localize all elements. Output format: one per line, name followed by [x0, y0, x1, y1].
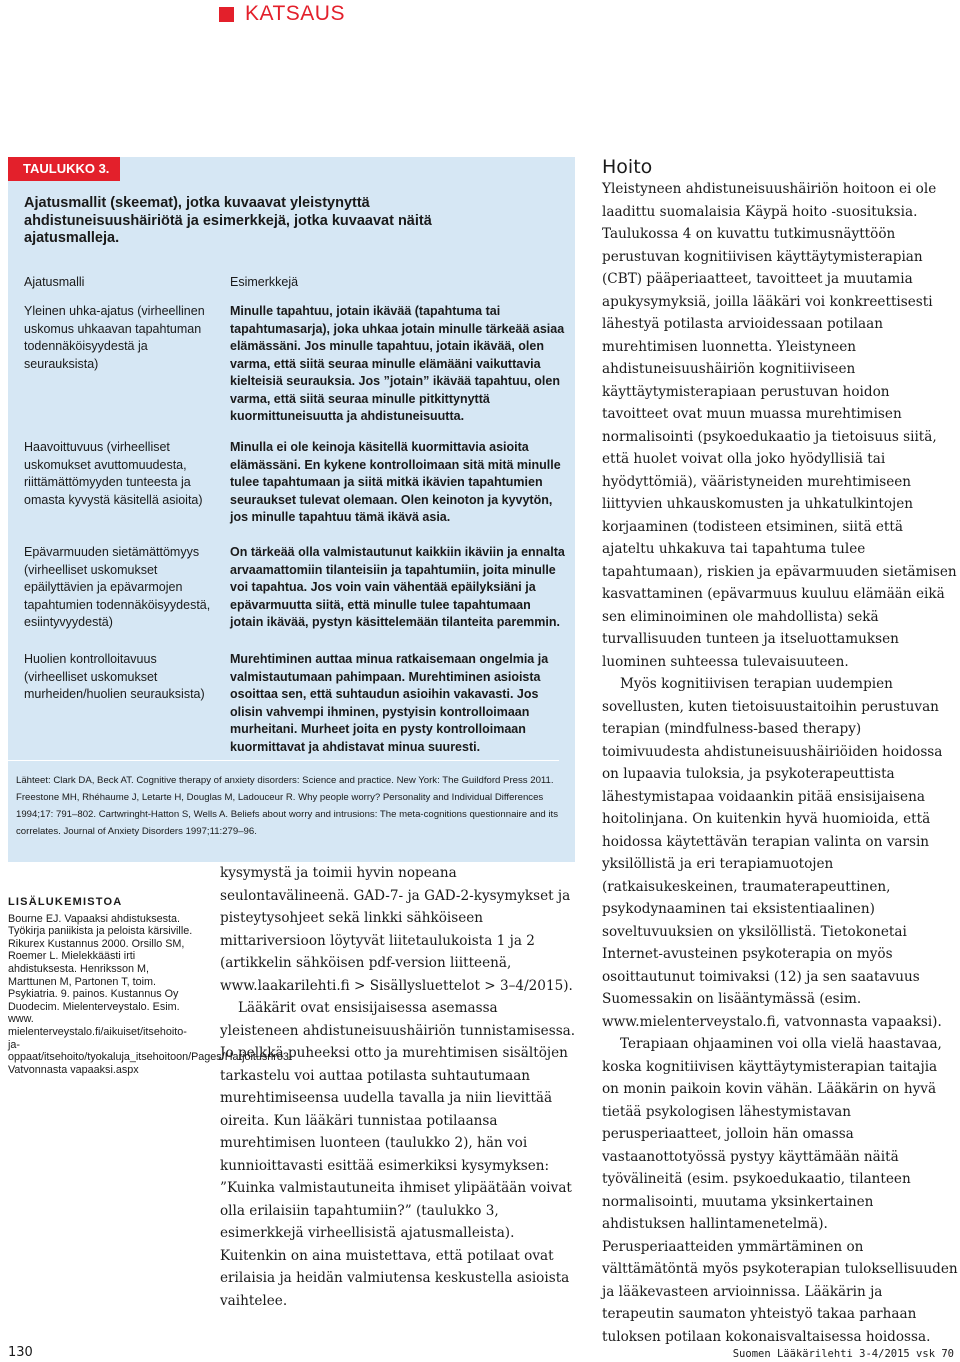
- section-tag: [219, 2, 345, 26]
- body-paragraph: kysymystä ja toimii hyvin nopeana seulontavälineenä. GAD-7- ja GAD-2-kysymykset ja pisteytysohjeet sekä linkki sähköiseen mittariversioon löytyvät liitetaulukoista 1 ja 2 (artikkelin sähköisen pdf-version liitteenä, www.laakarilehti.fi > Sisällysluettelot > 3–4/2015).: [220, 865, 573, 994]
- table-3: [8, 157, 575, 862]
- table-cell-model: Huolien kontrolloitavuus (virheelliset uskomukset murheiden/huolien seurauksista): [24, 652, 205, 701]
- further-reading-heading: LISÄLUKEMISTOA: [8, 896, 123, 908]
- table-header-model: Ajatusmalli: [24, 275, 85, 289]
- table-cell-model: Haavoittuvuus (virheelliset uskomukset avuttomuudesta, riittämättömyyden tunteesta ja omasta kyvystä käsitellä asioita): [24, 440, 203, 507]
- table-cell-example: Minulle tapahtuu, jotain ikävää (tapahtuma tai tapahtumasarja), joka uhkaa jotain minulle tärkeää asiaa elämässäni. Jos minulle tapahtuu, jotain ikävää, olen varma, että siitä seuraa minulle elämääni vaikuttavia kielteisiä seurauksia. Jos ”jotain” ikävää tapahtuu, olen varma, että siitä seuraa minulle pitkittynyttä kuormittuneisuutta ja ahdistuneisuutta.: [230, 304, 565, 423]
- table-cell-model: Yleinen uhka-ajatus (virheellinen uskomus uhkaavan tapahtuman todennäköisyydestä ja seurauksista): [24, 304, 205, 371]
- page-number: 130: [8, 1345, 33, 1360]
- table-cell-example: Murehtiminen auttaa minua ratkaisemaan ongelmia ja valmistautumaan pahimpaan. Murehtiminen asioista osoittaa sen, että suhtaudun asioihin vakavasti. Jos olisin vahvempi ihminen, pystyisin kontrolloimaan murheitani. Murheet joita en pysty kontrolloimaan kuormittavat ja ahdistavat minua suuresti.: [230, 652, 549, 754]
- article-column-right: [602, 178, 958, 1348]
- further-reading: [8, 896, 293, 1076]
- section-heading-hoito: Hoito: [602, 156, 653, 178]
- publication-info: Suomen Lääkärilehti 3-4/2015 vsk 70: [732, 1348, 954, 1360]
- article-column-middle: [220, 862, 576, 1312]
- table-cell-model: Epävarmuuden sietämättömyys (virheelliset uskomukset epäilyttävien ja epävarmojen tapahtumien todennäköisyydestä, esiintyvyydestä): [24, 545, 211, 629]
- table-cell-example: Minulla ei ole keinoja käsitellä kuormittavia asioita elämässäni. En kykene kontrolloimaan sitä mitä minulle tulee tapahtumaan ja siitä mitkä ikävien tapahtumien seuraukset tulevat olemaan. Olen keinoton ja kyvytön, jos minulle tapahtuu tämä ikävä asia.: [230, 440, 561, 524]
- table-header-example: Esimerkkejä: [230, 275, 299, 289]
- body-paragraph: Terapiaan ohjaaminen voi olla vielä haastavaa, koska kognitiivisen käyttäytymisterapian taitajia on monin paikoin kovin vähän. Lääkärin on hyvä tietää psykologisen lähestymistavan perusperiaatteet, jolloin hän omassa vastaanottotyössä pystyy käyttämään näitä työvälineitä (esim. psykoedukaatio, tilanteen normalisointi, muutama yksinkertainen ahdistuksen hallintamenetelmä). Perusperiaatteiden ymmärtäminen on välttämätöntä myös psykoterapian tuloksellisuuden ja lääkevasteen arvioinnissa. Lääkärin ja terapeutin saumaton yhteistyö takaa parhaan tuloksen potilaan kokonaisvaltaisessa hoidossa.: [602, 1036, 958, 1345]
- table-badge: TAULUKKO 3.: [8, 157, 120, 181]
- body-paragraph: Myös kognitiivisen terapian uudempien sovellusten, kuten tietoisuustaitoihin perustuvan terapian (mindfulness-based therapy) toimivuudesta ahdistuneisuushäiriöiden hoidossa on lupaavia tuloksia, ja psykoterapeuttista lähestymistapaa voidaankin pitää ensisijaisena hoitolinjana. On kuitenkin hyvä huomioida, että hoidossa käytettävän terapian valinta on varsin yksilöllistä ja eri terapiamuotojen (ratkaisukeskeinen, traumaterapeuttinen, psykodynaaminen tai eksistentiaalinen) soveltuvuuksien on yksilöllistä. Tietokonetai Internet-avusteinen psykoterapia on myös osoittautunut toimivaksi (12) ja sen saatavuus Suomessakin on lisääntymässä (esim. www.mielenterveystalo.fi, vatvonnasta vapaaksi).: [602, 676, 943, 1030]
- table-divider: [8, 760, 559, 761]
- table-caption: Ajatusmallit (skeemat), jotka kuvaavat yleistynyttä ahdistuneisuushäiriötä ja esimerkkejä, jotka kuvaavat näitä ajatusmalleja.: [24, 195, 432, 246]
- red-square-icon: [219, 7, 234, 22]
- table-cell-example: On tärkeää olla valmistautunut kaikkiin ikäviin ja ennalta arvaamattomiin tilanteisiin ja tapahtumiin, joita minulle voi tapahtua. Jos voin vain vähentää epäilyksiäni ja epävarmuutta siitä, että minulle tulee tapahtumaan jotain ikävää, pystyn käsittelemään tilanteita paremmin.: [230, 545, 565, 629]
- section-label: KATSAUS: [245, 2, 345, 25]
- further-reading-body: Bourne EJ. Vapaaksi ahdistuksesta. Työkirja paniikista ja peloista kärsiville. Rikurex Kustannus 2000. Orsillo SM, Roemer L. Mielekkäästi irti ahdistuksesta. Henriksson M, Marttunen M, Partonen T, toim. Psykiatria. 9. painos. Kustannus Oy Duodecim. Mielenterveystalo. Esim. www. mielenterveystalo.fi/aikuiset/itsehoito-ja-oppaat/itsehoito/tyokaluja_itsehoitoon/Pages/Harjoitusnro3-Vatvonnasta vapaaksi.aspx: [8, 912, 293, 1076]
- table-sources: Lähteet: Clark DA, Beck AT. Cognitive therapy of anxiety disorders: Science and practice. New York: The Guildford Press 2011. Freestone MH, Rhéhaume J, Letarte H, Douglas M, Ladouceur R. Why people worry? Personality and Individual Differences 1994;17: 791–802. Cartwringht-Hatton S, Wells A. Beliefs about worry and intrusions: The meta-cognitions questionnaire and its correlates. Journal of Anxiety Disorders 1997;11:279–96.: [16, 775, 558, 837]
- body-paragraph: Lääkärit ovat ensisijaisessa asemassa yleisteneen ahdistuneisuushäiriön tunnistamisessa. Jo pelkkä puheeksi otto ja murehtimisen sisältöjen tarkastelu voi auttaa potilasta suhtautumaan murehtimiseensa uudella tavalla ja niin lievittää oireita. Kun lääkäri tunnistaa potilaansa murehtimisen luonteen (taulukko 2), hän voi kunnioittavasti esittää esimerkiksi kysymyksen: ”Kuinka valmistautuneita ihmiset ylipäätään voivat olla erilaisiin tapahtumiin?” (taulukko 3, esimerkkejä virheellisistä ajatusmalleista). Kuitenkin on aina muistettava, että potilaat ovat erilaisia ja heidän valmiutensa keskustella asioista vaihtelee.: [220, 1000, 576, 1309]
- body-paragraph: Yleistyneen ahdistuneisuushäiriön hoitoon ei ole laadittu suomalaisia Käypä hoito -suosituksia. Taulukossa 4 on kuvattu tutkimusnäyttöön perustuvan kognitiivisen käyttäytymisterapian (CBT) pääperiaatteet, tavoitteet ja muutamia apukysymyksiä, joilla lääkäri voi konkreettisesti lähestyä potilasta arvioidessaan potilaan murehtimisen luonnetta. Yleistyneen ahdistuneisuushäiriön kognitiiviseen käyttäytymisterapiaan perustuvan hoidon tavoitteet ovat muun muassa murehtimisen normalisointi (psykoedukaatio ja tietoisuus siitä, että huolet voivat olla joko hyödyllisiä tai hyödyttömiä), vääristyneiden murehtimiseen liittyvien uhkauskomusten ja uhkatulkintojen korjaaminen (todisteen etsiminen, siitä että ajateltu uhkakuva tai tapahtuma tulee tapahtumaan), riskien ja epävarmuuden sietämisen kasvattaminen (epävarmuus kuuluu elämään eikä sen eliminoiminen ole mahdollista) sekä turvallisuuden tunteen ja itseluottamuksen luominen suhteessa tulevaisuuteen.: [602, 181, 957, 670]
